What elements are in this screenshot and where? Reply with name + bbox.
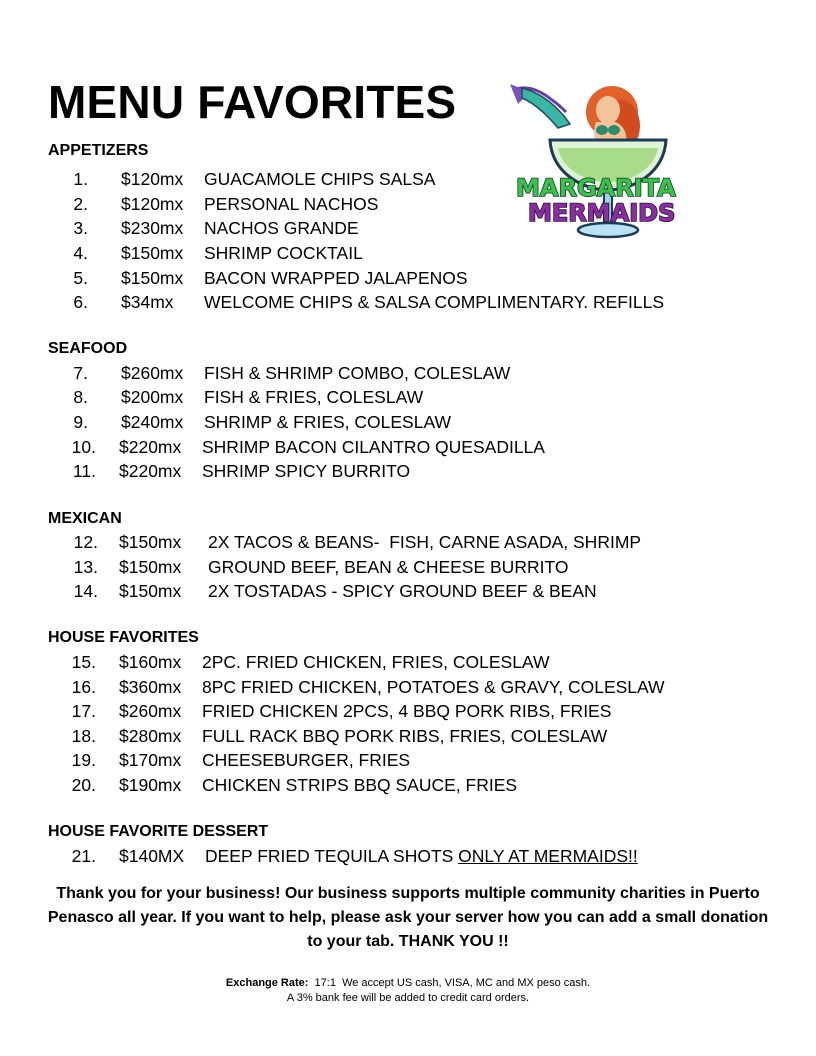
logo-line2: MERMAIDS [528, 199, 676, 227]
item-price: $140MX [119, 846, 185, 866]
item-description-text: DEEP FRIED TEQUILA SHOTS [205, 846, 459, 866]
item-price: $120mx [121, 194, 184, 214]
item-price: $190mx [119, 775, 182, 795]
item-price: $120mx [121, 169, 184, 189]
item-number: 18. [71, 726, 96, 746]
exchange-rate-label: Exchange Rate: [225, 977, 309, 989]
item-number: 21. [71, 846, 96, 866]
item-price: $360mx [119, 677, 182, 697]
item-number: 8. [73, 387, 88, 407]
item-description: FRIED CHICKEN 2PCS, 4 BBQ PORK RIBS, FRIES [202, 701, 612, 721]
item-price: $280mx [119, 726, 182, 746]
item-price: $260mx [121, 363, 184, 383]
item-number: 10. [71, 437, 96, 457]
item-price: $220mx [119, 461, 182, 481]
item-price: $260mx [119, 701, 182, 721]
item-description: CHICKEN STRIPS BBQ SAUCE, FRIES [202, 775, 518, 795]
item-price: $200mx [121, 387, 184, 407]
item-description: 2PC. FRIED CHICKEN, FRIES, COLESLAW [202, 652, 550, 672]
item-number: 15. [71, 652, 96, 672]
item-price: $34mx [121, 292, 174, 312]
item-number: 7. [73, 363, 88, 383]
item-description: WELCOME CHIPS & SALSA COMPLIMENTARY. REFILLS [204, 292, 664, 312]
footer [40, 976, 776, 1006]
item-price: $170mx [119, 750, 182, 770]
item-description: 2X TACOS & BEANS- FISH, CARNE ASADA, SHRIMP [208, 532, 642, 552]
item-number: 6. [73, 292, 88, 312]
item-description: 8PC FRIED CHICKEN, POTATOES & GRAVY, COLESLAW [202, 677, 665, 697]
item-number: 3. [73, 218, 88, 238]
only-at-mermaids-underlined: ONLY AT MERMAIDS!! [458, 846, 638, 866]
item-number: 11. [72, 461, 96, 481]
bank-fee-note: A 3% bank fee will be added to credit card orders. [286, 992, 530, 1004]
section-heading-dessert: HOUSE FAVORITE DESSERT [48, 823, 269, 840]
page-title: MENU FAVORITES [48, 76, 457, 128]
logo-line1: MARGARITA [516, 174, 676, 202]
item-number: 19. [71, 750, 96, 770]
item-number: 2. [73, 194, 88, 214]
item-number: 13. [73, 557, 98, 577]
item-description: SHRIMP COCKTAIL [204, 243, 363, 263]
item-description: FULL RACK BBQ PORK RIBS, FRIES, COLESLAW [202, 726, 608, 746]
item-price: $220mx [119, 437, 182, 457]
item-description: CHEESEBURGER, FRIES [202, 750, 411, 770]
item-price: $150mx [119, 532, 182, 552]
item-number: 1. [73, 169, 88, 189]
item-price: $230mx [121, 218, 184, 238]
item-description: BACON WRAPPED JALAPENOS [204, 268, 468, 288]
exchange-rate-line [40, 976, 776, 991]
item-price: $150mx [121, 268, 184, 288]
item-number: 20. [71, 775, 96, 795]
item-price: $150mx [119, 581, 182, 601]
margarita-mermaids-logo [508, 82, 684, 248]
item-description: GROUND BEEF, BEAN & CHEESE BURRITO [208, 557, 569, 577]
item-price: $240mx [121, 412, 184, 432]
item-price: $150mx [119, 557, 182, 577]
item-description: PERSONAL NACHOS [204, 194, 379, 214]
item-description: SHRIMP BACON CILANTRO QUESADILLA [202, 437, 545, 457]
item-description: SHRIMP & FRIES, COLESLAW [204, 412, 451, 432]
item-description: NACHOS GRANDE [204, 218, 359, 238]
item-number: 17. [71, 701, 96, 721]
item-description: 2X TOSTADAS - SPICY GROUND BEEF & BEAN [208, 581, 597, 601]
item-number: 5. [73, 268, 88, 288]
exchange-rate-text: 17:1 We accept US cash, VISA, MC and MX peso cash. [308, 977, 591, 989]
item-number: 14. [73, 581, 98, 601]
item-number: 9. [73, 412, 88, 432]
item-description: FISH & FRIES, COLESLAW [204, 387, 424, 407]
item-price: $160mx [119, 652, 182, 672]
item-description: SHRIMP SPICY BURRITO [202, 461, 411, 481]
item-price: $150mx [121, 243, 184, 263]
thank-you-note: Thank you for your business! Our business supports multiple community charities in Puerto Penasco all year. If you want to help, please ask your server how you can add a small donation to your tab. THANK YOU !! [47, 885, 769, 950]
item-number: 12. [73, 532, 98, 552]
item-description: FISH & SHRIMP COMBO, COLESLAW [204, 363, 511, 383]
item-number: 16. [71, 677, 96, 697]
section-heading-seafood: SEAFOOD [48, 340, 128, 357]
section-heading-mexican: MEXICAN [48, 510, 122, 527]
item-description: GUACAMOLE CHIPS SALSA [204, 169, 436, 189]
section-heading-appetizers: APPETIZERS [48, 142, 149, 159]
item-number: 4. [73, 243, 88, 263]
section-heading-house-favorites: HOUSE FAVORITES [48, 629, 199, 646]
item-description [205, 844, 638, 868]
